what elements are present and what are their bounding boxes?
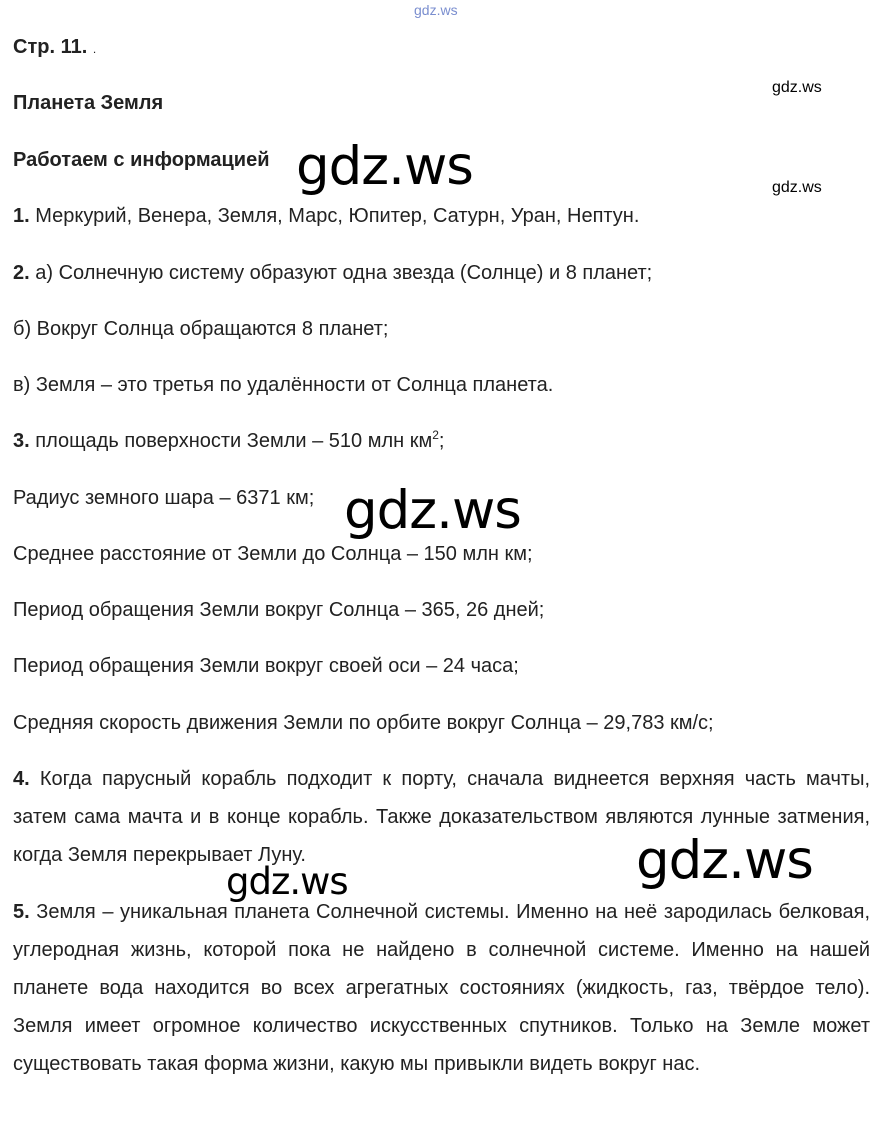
answer-2b: б) Вокруг Солнца обращаются 8 планет; <box>13 318 389 340</box>
watermark-mid-1: gdz.ws <box>226 860 348 903</box>
watermark-big-2: gdz.ws <box>344 480 521 541</box>
answer-3-line-1 <box>13 430 444 452</box>
superscript-2: 2 <box>432 428 439 442</box>
watermark-big-1: gdz.ws <box>296 136 473 197</box>
answer-3-line-1-end: ; <box>438 430 445 452</box>
answer-5-text: Земля – уникальная планета Солнечной системы. Именно на неё зародилась белковая, углеродная жизнь, которой пока не найдено в солнечной системе. Именно на нашей планете вода находится во всех агрегатных состояниях (жидкость, газ, твёрдое тело). Земля имеет огромное количество искусственных спутников. Только на Земле может существовать такая форма жизни, какую мы привыкли видеть вокруг нас. <box>13 901 870 1075</box>
answer-5 <box>13 893 870 1083</box>
answer-3-line-2: Радиус земного шара – 6371 км; <box>13 487 315 509</box>
answer-1-text: Меркурий, Венера, Земля, Марс, Юпитер, Сатурн, Уран, Нептун. <box>35 205 640 227</box>
watermark-top: gdz.ws <box>414 2 458 18</box>
answer-1-number: 1. <box>13 205 30 227</box>
answer-4-number: 4. <box>13 768 30 790</box>
answer-4-text: Когда парусный корабль подходит к порту, сначала виднеется верхняя часть мачты, затем сама мачта и в конце корабль. Также доказательством являются лунные затмения, когда Земля перекрывает Луну. <box>13 768 870 866</box>
page-ref-dot: . <box>92 42 97 56</box>
answer-3-line-4: Период обращения Земли вокруг Солнца – 365, 26 дней; <box>13 599 545 621</box>
watermark-small-1: gdz.ws <box>772 79 822 96</box>
topic-title: Планета Земля <box>13 92 164 114</box>
answer-3-line-6: Средняя скорость движения Земли по орбите вокруг Солнца – 29,783 км/с; <box>13 712 714 734</box>
answer-2c: в) Земля – это третья по удалённости от Солнца планета. <box>13 374 554 396</box>
watermark-small-2: gdz.ws <box>772 179 822 196</box>
answer-3-number: 3. <box>13 430 30 452</box>
section-title: Работаем с информацией <box>13 149 270 171</box>
answer-3-line-1-text: площадь поверхности Земли – 510 млн км <box>35 430 433 452</box>
answer-2a-text: а) Солнечную систему образуют одна звезда (Солнце) и 8 планет; <box>35 262 653 284</box>
answer-2-number: 2. <box>13 262 30 284</box>
answer-3-line-5: Период обращения Земли вокруг своей оси – 24 часа; <box>13 655 519 677</box>
answer-5-number: 5. <box>13 901 30 923</box>
answer-3-line-3: Среднее расстояние от Земли до Солнца – 150 млн км; <box>13 543 533 565</box>
answer-2a <box>13 262 652 284</box>
page-ref-text: Стр. 11. <box>13 36 88 58</box>
answer-1 <box>13 205 639 227</box>
page-reference <box>13 36 96 60</box>
watermark-big-3: gdz.ws <box>636 830 813 891</box>
